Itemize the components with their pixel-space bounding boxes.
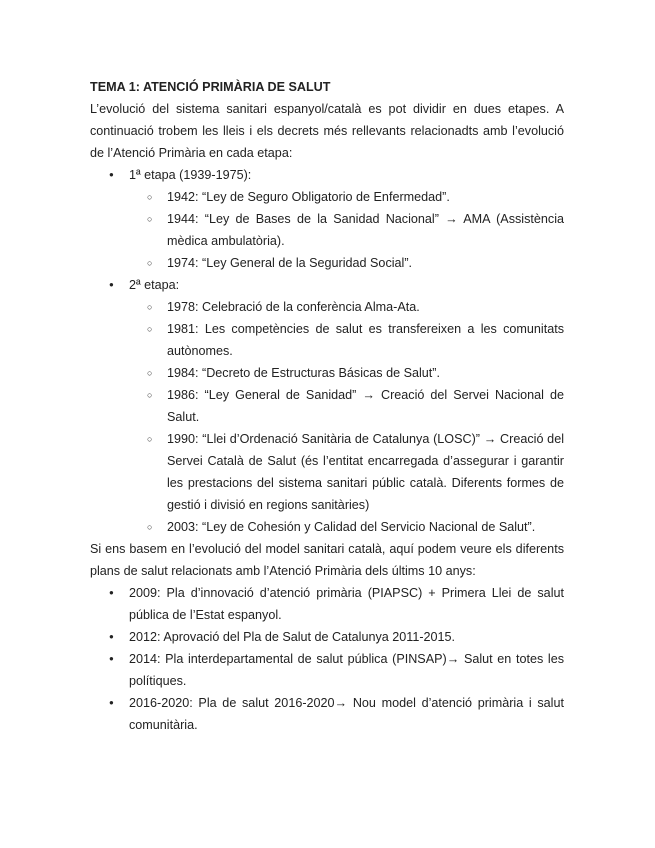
stage-item bbox=[90, 274, 564, 538]
plans-list bbox=[90, 582, 564, 736]
list-item: ○ 1990: “Llei d’Ordenació Sanitària de Catalunya (LOSC)” → Creació del Servei Català de Salut (és l’entitat encarregada d’assegurar i garantir les prestacions del sistema sanitari públic català. Diferents formes de gestió i divisió en regions sanitàries) bbox=[90, 428, 564, 516]
list-item: ● 2016-2020: Pla de salut 2016-2020→ Nou model d’atenció primària i salut comunitària. bbox=[90, 692, 564, 736]
list-item: ● 2012: Aprovació del Pla de Salut de Catalunya 2011-2015. bbox=[90, 626, 564, 648]
stage-label: 1ª etapa (1939-1975): bbox=[129, 168, 252, 182]
list-item: ● 2014: Pla interdepartamental de salut pública (PINSAP)→ Salut en totes les polítiques. bbox=[90, 648, 564, 692]
list-item: ○ 1974: “Ley General de la Seguridad Social”. bbox=[90, 252, 564, 274]
list-item: ○ 1944: “Ley de Bases de la Sanidad Nacional” → AMA (Assistència mèdica ambulatòria). bbox=[90, 208, 564, 252]
document-page bbox=[90, 76, 564, 736]
list-item: ○ 1978: Celebració de la conferència Alma-Ata. bbox=[90, 296, 564, 318]
stage-sublist bbox=[129, 296, 564, 538]
list-item: ○ 1942: “Ley de Seguro Obligatorio de Enfermedad”. bbox=[90, 186, 564, 208]
intro-paragraph: L’evolució del sistema sanitari espanyol/català es pot dividir en dues etapes. A continuació trobem les lleis i els decrets més rellevants relacionadts amb l’evolució de l’Atenció Primària en cada etapa: bbox=[90, 102, 564, 160]
stage-item bbox=[90, 164, 564, 274]
list-item: ○ 1986: “Ley General de Sanidad” → Creació del Servei Nacional de Salut. bbox=[90, 384, 564, 428]
stages-list bbox=[90, 164, 564, 538]
stage-sublist bbox=[129, 186, 564, 274]
list-item: ○ 1981: Les competències de salut es transfereixen a les comunitats autònomes. bbox=[90, 318, 564, 362]
stage-label: 2ª etapa: bbox=[129, 278, 180, 292]
list-item: ○ 1984: “Decreto de Estructuras Básicas de Salut”. bbox=[90, 362, 564, 384]
plans-intro-paragraph: Si ens basem en l’evolució del model sanitari català, aquí podem veure els diferents plans de salut relacionats amb l’Atenció Primària dels últims 10 anys: bbox=[90, 542, 564, 578]
list-item: ○ 2003: “Ley de Cohesión y Calidad del Servicio Nacional de Salut”. bbox=[90, 516, 564, 538]
list-item: ● 2009: Pla d’innovació d’atenció primària (PIAPSC) + Primera Llei de salut pública de l’Estat espanyol. bbox=[90, 582, 564, 626]
document-title: TEMA 1: ATENCIÓ PRIMÀRIA DE SALUT bbox=[90, 80, 331, 94]
